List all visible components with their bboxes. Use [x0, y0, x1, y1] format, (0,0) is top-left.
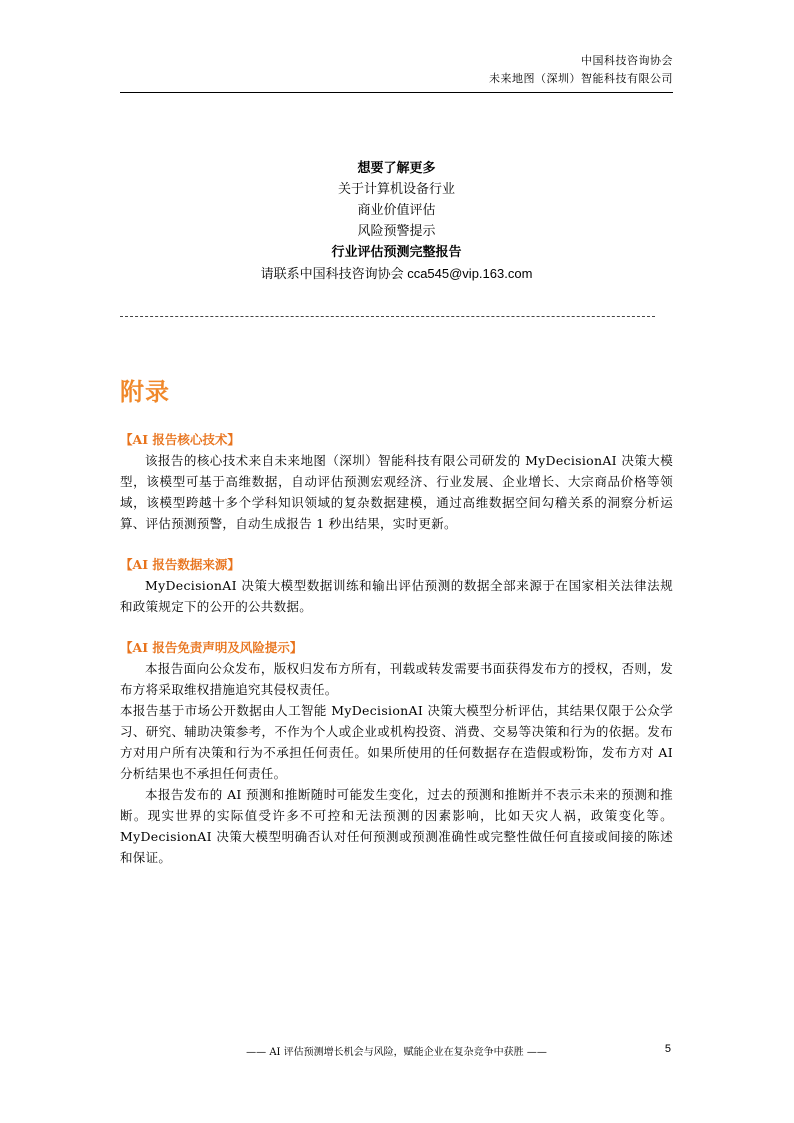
promo-contact: 请联系中国科技咨询协会 cca545@vip.163.com	[260, 266, 533, 281]
section-heading: 【AI 报告免责声明及风险提示】	[120, 640, 303, 655]
promo-valuation: 商业价值评估	[357, 203, 436, 218]
section-data-source	[120, 555, 673, 617]
page-number: 5	[664, 1043, 671, 1055]
promo-risk: 风险预警提示	[357, 224, 436, 239]
section-paragraph: 本报告发布的 AI 预测和推断随时可能发生变化，过去的预测和推断并不表示未来的预测和推断。现实世界的实际值受许多不可控和无法预测的因素影响，比如天灾人祸，政策变化等。MyDecisionAI 决策大模型明确否认对任何预测或预测准确性或完整性做任何直接或间接的陈述和保证。	[120, 787, 673, 865]
section-paragraph: 该报告的核心技术来自未来地图（深圳）智能科技有限公司研发的 MyDecisionAI 决策大模型，该模型可基于高维数据，自动评估预测宏观经济、行业发展、企业增长、大宗商品价格等领域，该模型跨越十多个学科知识领域的复杂数据建模，通过高维数据空间勾稽关系的洞察分析运算、评估预测预警，自动生成报告 1 秒出结果，实时更新。	[120, 453, 673, 531]
section-disclaimer	[120, 638, 673, 868]
section-paragraph: 本报告面向公众发布，版权归发布方所有，刊载或转发需要书面获得发布方的授权，否则，发布方将采取维权措施追究其侵权责任。	[120, 661, 673, 697]
header-org-line-1: 中国科技咨询协会	[581, 54, 673, 67]
promo-heading: 想要了解更多	[357, 161, 436, 176]
section-heading: 【AI 报告核心技术】	[120, 432, 240, 447]
dashed-divider	[120, 316, 655, 317]
page-footer	[120, 1043, 673, 1058]
header-divider	[120, 92, 673, 93]
promo-report-title: 行业评估预测完整报告	[331, 245, 462, 260]
appendix-title: 附录	[120, 378, 170, 406]
page-header	[120, 52, 673, 88]
promo-industry: 关于计算机设备行业	[337, 182, 455, 197]
header-org-line-2: 未来地图（深圳）智能科技有限公司	[489, 72, 673, 85]
section-heading: 【AI 报告数据来源】	[120, 557, 240, 572]
section-paragraph: MyDecisionAI 决策大模型数据训练和输出评估预测的数据全部来源于在国家相关法律法规和政策规定下的公开的公共数据。	[120, 578, 673, 614]
section-core-tech	[120, 430, 673, 534]
footer-slogan: —— AI 评估预测增长机会与风险，赋能企业在复杂竞争中获胜 ——	[246, 1047, 547, 1058]
section-paragraph: 本报告基于市场公开数据由人工智能 MyDecisionAI 决策大模型分析评估，其结果仅限于公众学习、研究、辅助决策参考，不作为个人或企业或机构投资、消费、交易等决策和行为的依据。发布方对用户所有决策和行为不承担任何责任。如果所使用的任何数据存在造假或粉饰，发布方对 AI 分析结果也不承担任何责任。	[120, 703, 673, 781]
promo-block	[120, 158, 673, 284]
